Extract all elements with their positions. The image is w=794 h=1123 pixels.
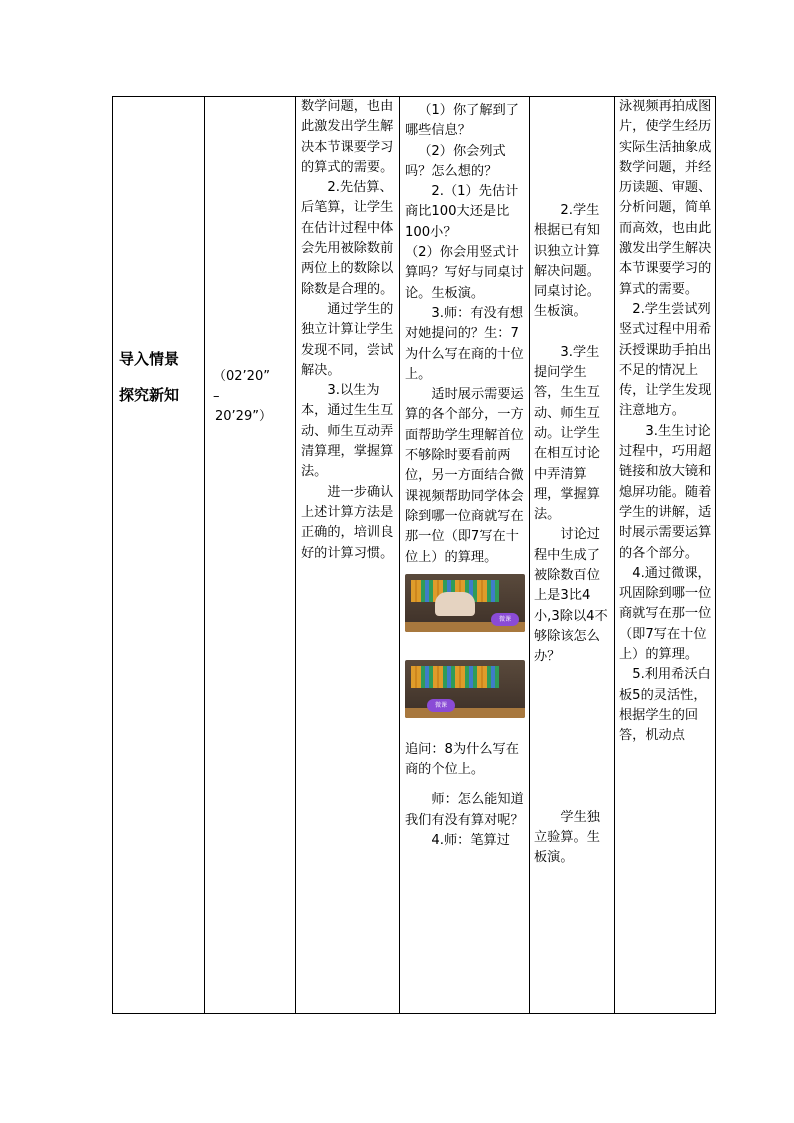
teacher-question: 2.（1）先估计商比100大还是比100小？ bbox=[405, 184, 519, 240]
intent-paragraph: 通过学生的独立计算让学生发现不同，尝试解决。 bbox=[301, 301, 394, 378]
time-dash: – bbox=[213, 389, 220, 404]
teacher-question: （1）你了解到了哪些信息？ bbox=[405, 103, 519, 139]
tech-paragraph: 4.通过微课，巩固除到哪一位商就写在那一位（即7写在十位上）的算理。 bbox=[619, 565, 712, 663]
column-divider bbox=[614, 97, 615, 1013]
teacher-question: 3.师：有没有想对她提问的？生：7为什么写在商的十位上。 bbox=[405, 305, 524, 382]
stage-title-1: 导入情景 bbox=[119, 350, 180, 368]
tech-cell bbox=[619, 97, 713, 1013]
student-activity: 讨论过程中生成了被除数百位上是3比4小,3除以4不够除该怎么办？ bbox=[534, 527, 608, 665]
student-activity: 学生独立验算。生板演。 bbox=[534, 809, 600, 866]
teacher-question: （2）你会用竖式计算吗？写好与同桌讨论。生板演。 bbox=[405, 245, 524, 301]
time-start: （02’20” bbox=[213, 369, 270, 384]
intent-paragraph: 3.以生为本，通过生生互动、师生互动弄清算理，掌握算法。 bbox=[301, 383, 394, 480]
intent-paragraph: 2.先估算、后笔算，让学生在估计过程中体会先用被除数前两位上的数除以除数是合理的。 bbox=[301, 180, 394, 297]
column-divider bbox=[529, 97, 530, 1013]
stage-title-2: 探究新知 bbox=[119, 386, 180, 404]
column-divider bbox=[295, 97, 296, 1013]
teacher-cell bbox=[405, 101, 529, 1013]
microclass-photo-2 bbox=[405, 660, 525, 718]
microclass-photo-1 bbox=[405, 574, 525, 632]
stage-cell bbox=[113, 97, 204, 1013]
time-end: 20’29”） bbox=[215, 409, 272, 424]
teacher-question: 适时展示需要运算的各个部分，一方面帮助学生理解首位不够除时要看前两位，另一方面结合微课视频帮助同学体会除到哪一位商就写在那一位（即7写在十位上）的算理。 bbox=[405, 387, 524, 565]
column-divider bbox=[399, 97, 400, 1013]
teacher-question: 4.师：笔算过 bbox=[431, 833, 510, 849]
teacher-question: （2）你会列式吗？怎么想的？ bbox=[405, 143, 506, 179]
teacher-question: 师：怎么能知道我们有没有算对呢？ bbox=[405, 792, 524, 828]
intent-paragraph: 进一步确认上述计算方法是正确的，培训良好的计算习惯。 bbox=[301, 484, 394, 561]
intent-cell bbox=[301, 97, 397, 1013]
tech-paragraph: 3.生生讨论过程中，巧用超链接和放大镜和熄屏功能。随着学生的讲解，适时展示需要运算的各个部分。 bbox=[619, 423, 712, 561]
tech-paragraph: 5.利用希沃白板5的灵活性，根据学生的回答，机动点 bbox=[619, 667, 711, 744]
tech-paragraph: 2.学生尝试列竖式过程中用希沃授课助手拍出不足的情况上传，让学生发现注意地方。 bbox=[619, 301, 712, 419]
lesson-table bbox=[112, 96, 716, 1014]
photo-button-label: 微课 bbox=[427, 699, 455, 712]
time-cell bbox=[205, 97, 295, 1013]
teacher-question: 追问：8为什么写在商的个位上。 bbox=[405, 741, 519, 778]
student-activity: 3.学生提问学生答，生生互动、师生互动。让学生在相互讨论中弄清算理，掌握算法。 bbox=[534, 344, 600, 523]
student-cell bbox=[534, 201, 612, 1013]
photo-button-label: 微课 bbox=[491, 613, 519, 626]
intent-paragraph: 数学问题，也由此激发出学生解决本节课要学习的算式的需要。 bbox=[301, 99, 394, 175]
student-activity: 2.学生根据已有知识独立计算解决问题。同桌讨论。生板演。 bbox=[534, 203, 600, 320]
tech-paragraph: 泳视频再拍成图片，使学生经历实际生活抽象成数学问题，并经历读题、审题、分析问题，简单而高效，也由此激发出学生解决本节课要学习的算式的需要。 bbox=[619, 99, 712, 297]
